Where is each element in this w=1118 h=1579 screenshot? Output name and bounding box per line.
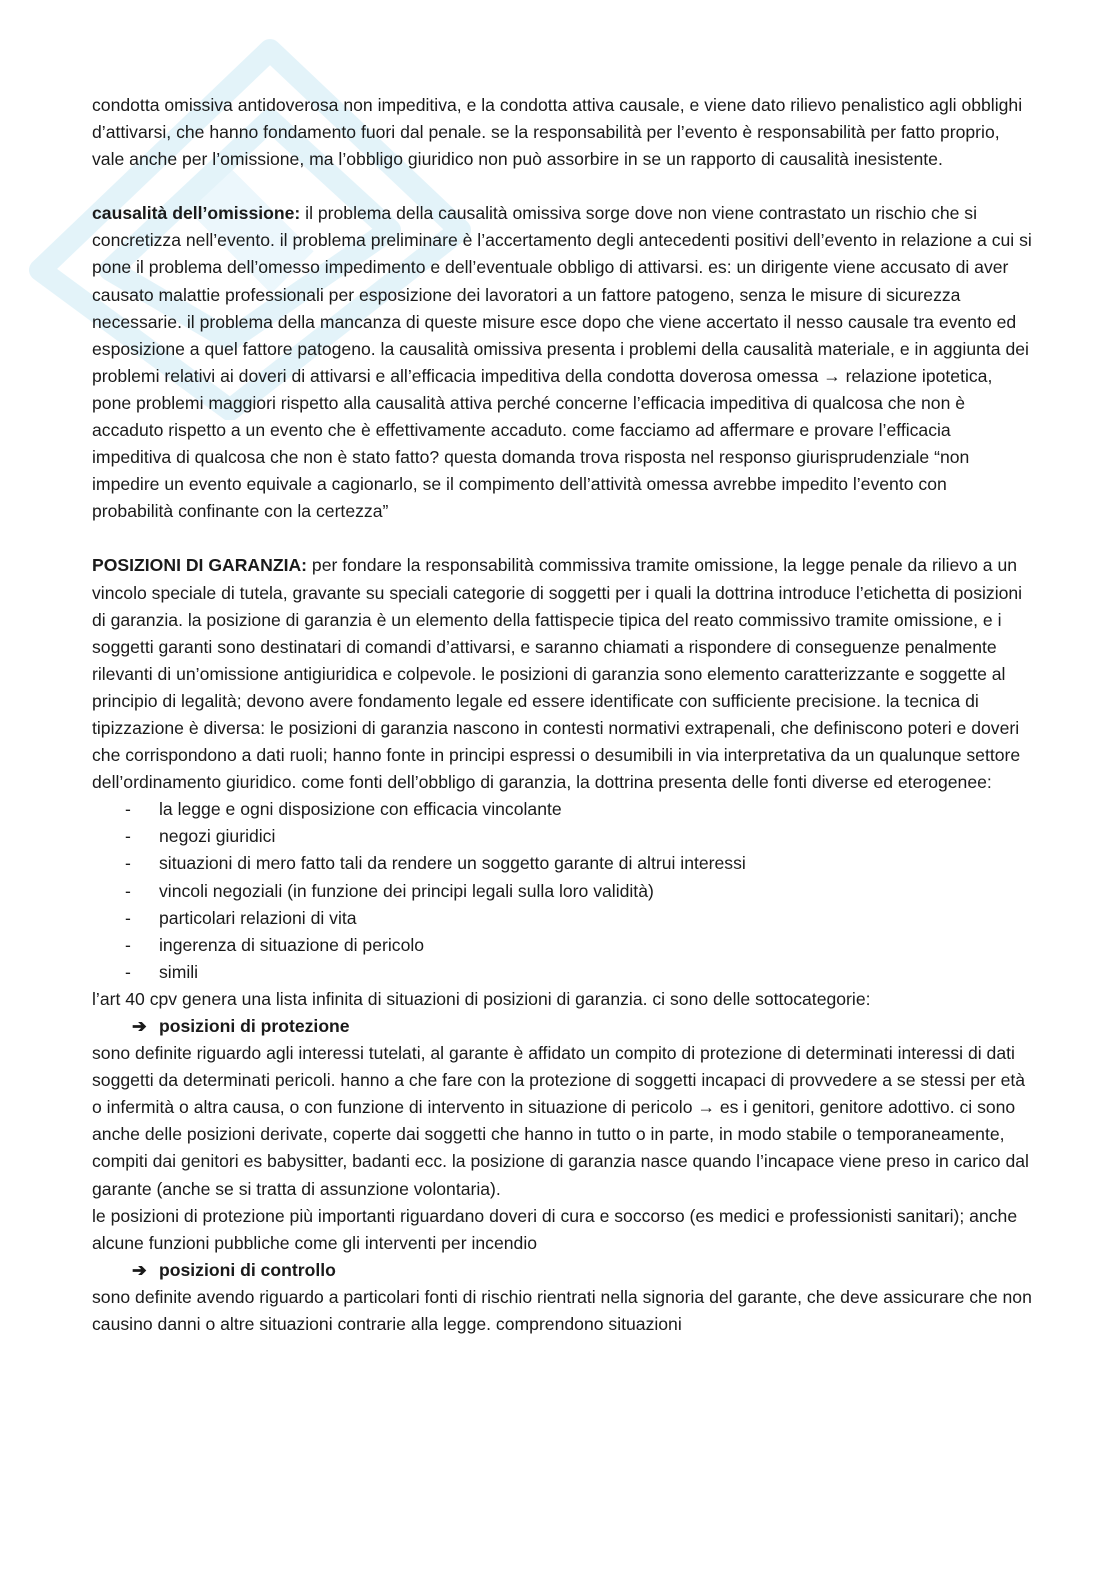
control-paragraph: sono definite avendo riguardo a particolari fonti di rischio rientrati nella signoria del garante, che deve assicurare che non causino danni o altre situazioni contrarie alla legge. comprendono situazioni: [92, 1286, 1032, 1335]
protection-paragraph-2: le posizioni di protezione più importanti riguardano doveri di cura e soccorso (es medici e professionisti sanitari); anche alcune funzioni pubbliche come gli interventi per incendio: [92, 1205, 1018, 1253]
dash-bullet: -: [125, 853, 131, 874]
list-item: [92, 823, 1032, 850]
arrow-icon: ➔: [132, 1259, 147, 1280]
protection-paragraph-1: sono definite riguardo agli interessi tutelati, al garante è affidato un compito di protezione di determinati interessi di dati soggetti da determinati pericoli. hanno a che fare con la protezione di soggetti incapaci di provvedere a se stessi per età o infermità o altra causa, o con funzione di intervento in situazione di pericolo → es i genitori, genitore adottivo. ci sono anche delle posizioni derivate, coperte dai soggetti che hanno in tutto o in parte, in modo stabile o temporaneamente, compiti dai genitori es babysitter, badanti ecc. la posizione di garanzia nasce quando l’incapace viene preso in carico dal garante (anche se si tratta di assunzione volontaria).: [92, 1043, 1029, 1199]
list-item-text: negozi giuridici: [159, 826, 276, 847]
dash-bullet: -: [125, 799, 131, 820]
guarantee-paragraph: [92, 552, 1032, 796]
guarantee-text: per fondare la responsabilità commissiva tramite omissione, la legge penale da rilievo a un vincolo speciale di tutela, gravante su speciali categorie di soggetti per i quali la dottrina introduce l’etichetta di posizioni di garanzia. la posizione di garanzia è un elemento della fattispecie tipica del reato commissivo tramite omissione, e i soggetti garanti sono destinatari di comandi d’attivarsi, e saranno chiamati a rispondere di conseguenze penalmente rilevanti di un’omissione antigiuridica e colpevole. le posizioni di garanzia sono elemento caratterizzante e soggette al principio di legalità; devono avere fondamento legale ed essere identificate con sufficiente precisione. la tecnica di tipizzazione è diversa: le posizioni di garanzia nascono in contesti normativi extrapenali, che definiscono poteri e doveri che corrispondono a dati ruoli; hanno fonte in principi espressi o desumibili in via interpretativa da un qualunque settore dell’ordinamento giuridico. come fonti dell’obbligo di garanzia, la dottrina presenta delle fonti diverse ed eterogenee:: [92, 555, 1023, 793]
dash-bullet: -: [125, 880, 131, 901]
list-item: [92, 932, 1032, 959]
list-item: [92, 878, 1032, 905]
list-item: [92, 959, 1032, 986]
list-item-text: vincoli negoziali (in funzione dei principi legali sulla loro validità): [159, 880, 654, 901]
dash-bullet: -: [125, 961, 131, 982]
list-item-text: situazioni di mero fatto tali da rendere un soggetto garante di altrui interessi: [159, 853, 746, 874]
control-heading-text: posizioni di controllo: [159, 1259, 336, 1280]
list-item-text: simili: [159, 961, 199, 982]
control-heading: [92, 1257, 1032, 1284]
art40-paragraph: l’art 40 cpv genera una lista infinita di situazioni di posizioni di garanzia. ci sono delle sottocategorie:: [92, 988, 871, 1009]
dash-bullet: -: [125, 934, 131, 955]
arrow-icon: ➔: [132, 1016, 147, 1036]
list-item: [92, 850, 1032, 877]
causality-heading: causalità dell’omissione:: [92, 203, 301, 224]
causality-text: il problema della causalità omissiva sorge dove non viene contrastato un rischio che si concretizza nell’evento. il problema preliminare è l’accertamento degli antecedenti positivi dell’evento in relazione a cui si pone il problema dell’omesso impedimento e dell’eventuale obbligo di attivarsi. es: un dirigente viene accusato di aver causato malattie professionali per esposizione dei lavoratori a un fattore patogeno, senza le misure di sicurezza necessarie. il problema della mancanza di queste misure esce dopo che viene accertato il nesso causale tra evento ed esposizione a quel fattore patogeno. la causalità omissiva presenta i problemi della causalità materiale, e in aggiunta dei problemi relativi ai doveri di attivarsi e all’efficacia impeditiva della condotta doverosa omessa → relazione ipotetica, pone problemi maggiori rispetto alla causalità attiva perché concerne l’efficacia impeditiva di qualcosa che non è accaduto rispetto a un evento che è effettivamente accaduto. come facciamo ad affermare e provare l’efficacia impeditiva di qualcosa che non è stato fatto? questa domanda trova risposta nel responso giurisprudenziale “non impedire un evento equivale a cagionarlo, se il compimento dell’attività omessa avrebbe impedito l’evento con probabilità confinante con la certezza”: [92, 203, 1032, 522]
list-item: [92, 796, 1032, 823]
dash-bullet: -: [125, 826, 131, 847]
list-item-text: ingerenza di situazione di pericolo: [159, 934, 425, 955]
dash-bullet: -: [125, 907, 131, 928]
paragraph-gap: [92, 173, 1032, 200]
document-page: [92, 92, 1032, 1338]
protection-heading: [92, 1013, 1032, 1040]
intro-paragraph: condotta omissiva antidoverosa non impeditiva, e la condotta attiva causale, e viene dato rilievo penalistico agli obblighi d’attivarsi, che hanno fondamento fuori dal penale. se la responsabilità per l’evento è responsabilità per fatto proprio, vale anche per l’omissione, ma l’obbligo giuridico non può assorbire in se un rapporto di causalità inesistente.: [92, 95, 1023, 170]
guarantee-heading: POSIZIONI DI GARANZIA:: [92, 555, 308, 576]
list-item-text: la legge e ogni disposizione con efficacia vincolante: [159, 799, 562, 820]
list-item-text: particolari relazioni di vita: [159, 907, 357, 928]
guarantee-sources-list: [92, 796, 1032, 986]
paragraph-gap: [92, 525, 1032, 552]
list-item: [92, 905, 1032, 932]
causality-paragraph: [92, 200, 1032, 525]
protection-heading-text: posizioni di protezione: [159, 1016, 350, 1036]
